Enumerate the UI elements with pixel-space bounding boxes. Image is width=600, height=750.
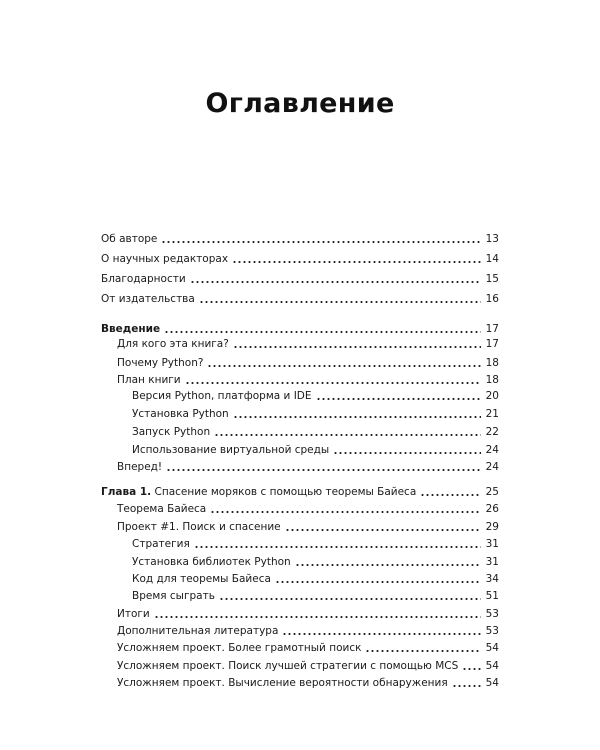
dot-leader (214, 434, 481, 436)
toc-entry-title: От издательства (101, 293, 195, 305)
toc-page-number: 24 (485, 461, 499, 473)
dot-leader (199, 301, 481, 303)
page-title: Оглавление (205, 88, 395, 119)
toc-page-number: 54 (485, 677, 499, 689)
dot-leader (210, 511, 481, 513)
toc-entry-title: Дополнительная литература (117, 625, 279, 637)
toc-entry-title: Благодарности (101, 273, 186, 285)
toc-entry (101, 670, 499, 690)
toc-entry-title: Усложняем проект. Более грамотный поиск (117, 642, 362, 654)
toc-page-number: 29 (485, 521, 499, 533)
toc-entry (101, 383, 499, 403)
toc-page-number: 54 (485, 642, 499, 654)
toc-entry-title: Итоги (117, 608, 150, 620)
toc-entry (101, 331, 499, 351)
toc-entry-title: Код для теоремы Байеса (132, 573, 271, 585)
toc-entry-title: Теорема Байеса (117, 503, 207, 515)
toc-page-number: 22 (485, 426, 499, 438)
dot-leader (233, 416, 481, 418)
toc-entry (101, 226, 499, 246)
toc-page-number: 21 (485, 408, 499, 420)
toc-entry-title: Вперед! (117, 461, 163, 473)
dot-leader (190, 281, 481, 283)
toc-page-number: 53 (485, 608, 499, 620)
toc-entry-title: Время сыграть (132, 590, 215, 602)
toc-entry (101, 454, 499, 474)
toc-page-number: 24 (485, 444, 499, 456)
dot-leader (166, 469, 481, 471)
toc-entry (101, 635, 499, 655)
toc-page-number: 31 (485, 556, 499, 568)
toc-entry (101, 583, 499, 603)
dot-leader (233, 346, 481, 348)
dot-leader (316, 398, 481, 400)
toc-page-number: 34 (485, 573, 499, 585)
toc-entry (101, 286, 499, 306)
toc-entry-title: О научных редакторах (101, 253, 229, 265)
dot-leader (452, 685, 481, 687)
toc-page-number: 15 (485, 273, 499, 285)
toc-page-number: 18 (485, 357, 499, 369)
toc-page-number: 54 (485, 660, 499, 672)
toc-entry-title: Глава 1. Спасение моряков с помощью теоремы Байеса (101, 486, 417, 498)
toc-entry (101, 496, 499, 516)
toc-page-number: 53 (485, 625, 499, 637)
toc-page-number: 18 (485, 374, 499, 386)
toc-entry (101, 419, 499, 439)
toc-entry-title: Версия Python, платформа и IDE (132, 390, 312, 402)
toc-entry-title: Введение (101, 323, 161, 335)
toc-page-number: 51 (485, 590, 499, 602)
toc-page-number: 26 (485, 503, 499, 515)
toc-page-number: 31 (485, 538, 499, 550)
toc-page-number: 13 (485, 233, 499, 245)
toc-page-number: 17 (485, 323, 499, 335)
toc-page-number: 16 (485, 293, 499, 305)
toc-entry-title: План книги (117, 374, 181, 386)
toc-entry-title: Об авторе (101, 233, 158, 245)
toc-page-number: 17 (485, 338, 499, 350)
toc-entry-title: Проект #1. Поиск и спасение (117, 521, 281, 533)
toc-entry-title: Стратегия (132, 538, 190, 550)
toc-page-number: 14 (485, 253, 499, 265)
toc-entry-title: Усложняем проект. Вычисление вероятности обнаружения (117, 677, 448, 689)
toc-entry (101, 266, 499, 286)
toc-entry-title: Усложняем проект. Поиск лучшей стратегии с помощью MCS (117, 660, 459, 672)
dot-leader (194, 546, 481, 548)
toc-entry (101, 246, 499, 266)
toc-entry (101, 401, 499, 421)
toc-entry-title: Использование виртуальной среды (132, 444, 330, 456)
toc-entry-title: Установка Python (132, 408, 229, 420)
toc-entry-title: Запуск Python (132, 426, 211, 438)
toc-entry-title: Почему Python? (117, 357, 204, 369)
dot-leader (161, 241, 481, 243)
toc-entry-title: Для кого эта книга? (117, 338, 229, 350)
toc-entry (101, 531, 499, 551)
toc-entry-title: Установка библиотек Python (132, 556, 291, 568)
toc-page-number: 25 (485, 486, 499, 498)
toc-page-number: 20 (485, 390, 499, 402)
dot-leader (365, 650, 481, 652)
dot-leader (219, 598, 481, 600)
dot-leader (232, 261, 481, 263)
